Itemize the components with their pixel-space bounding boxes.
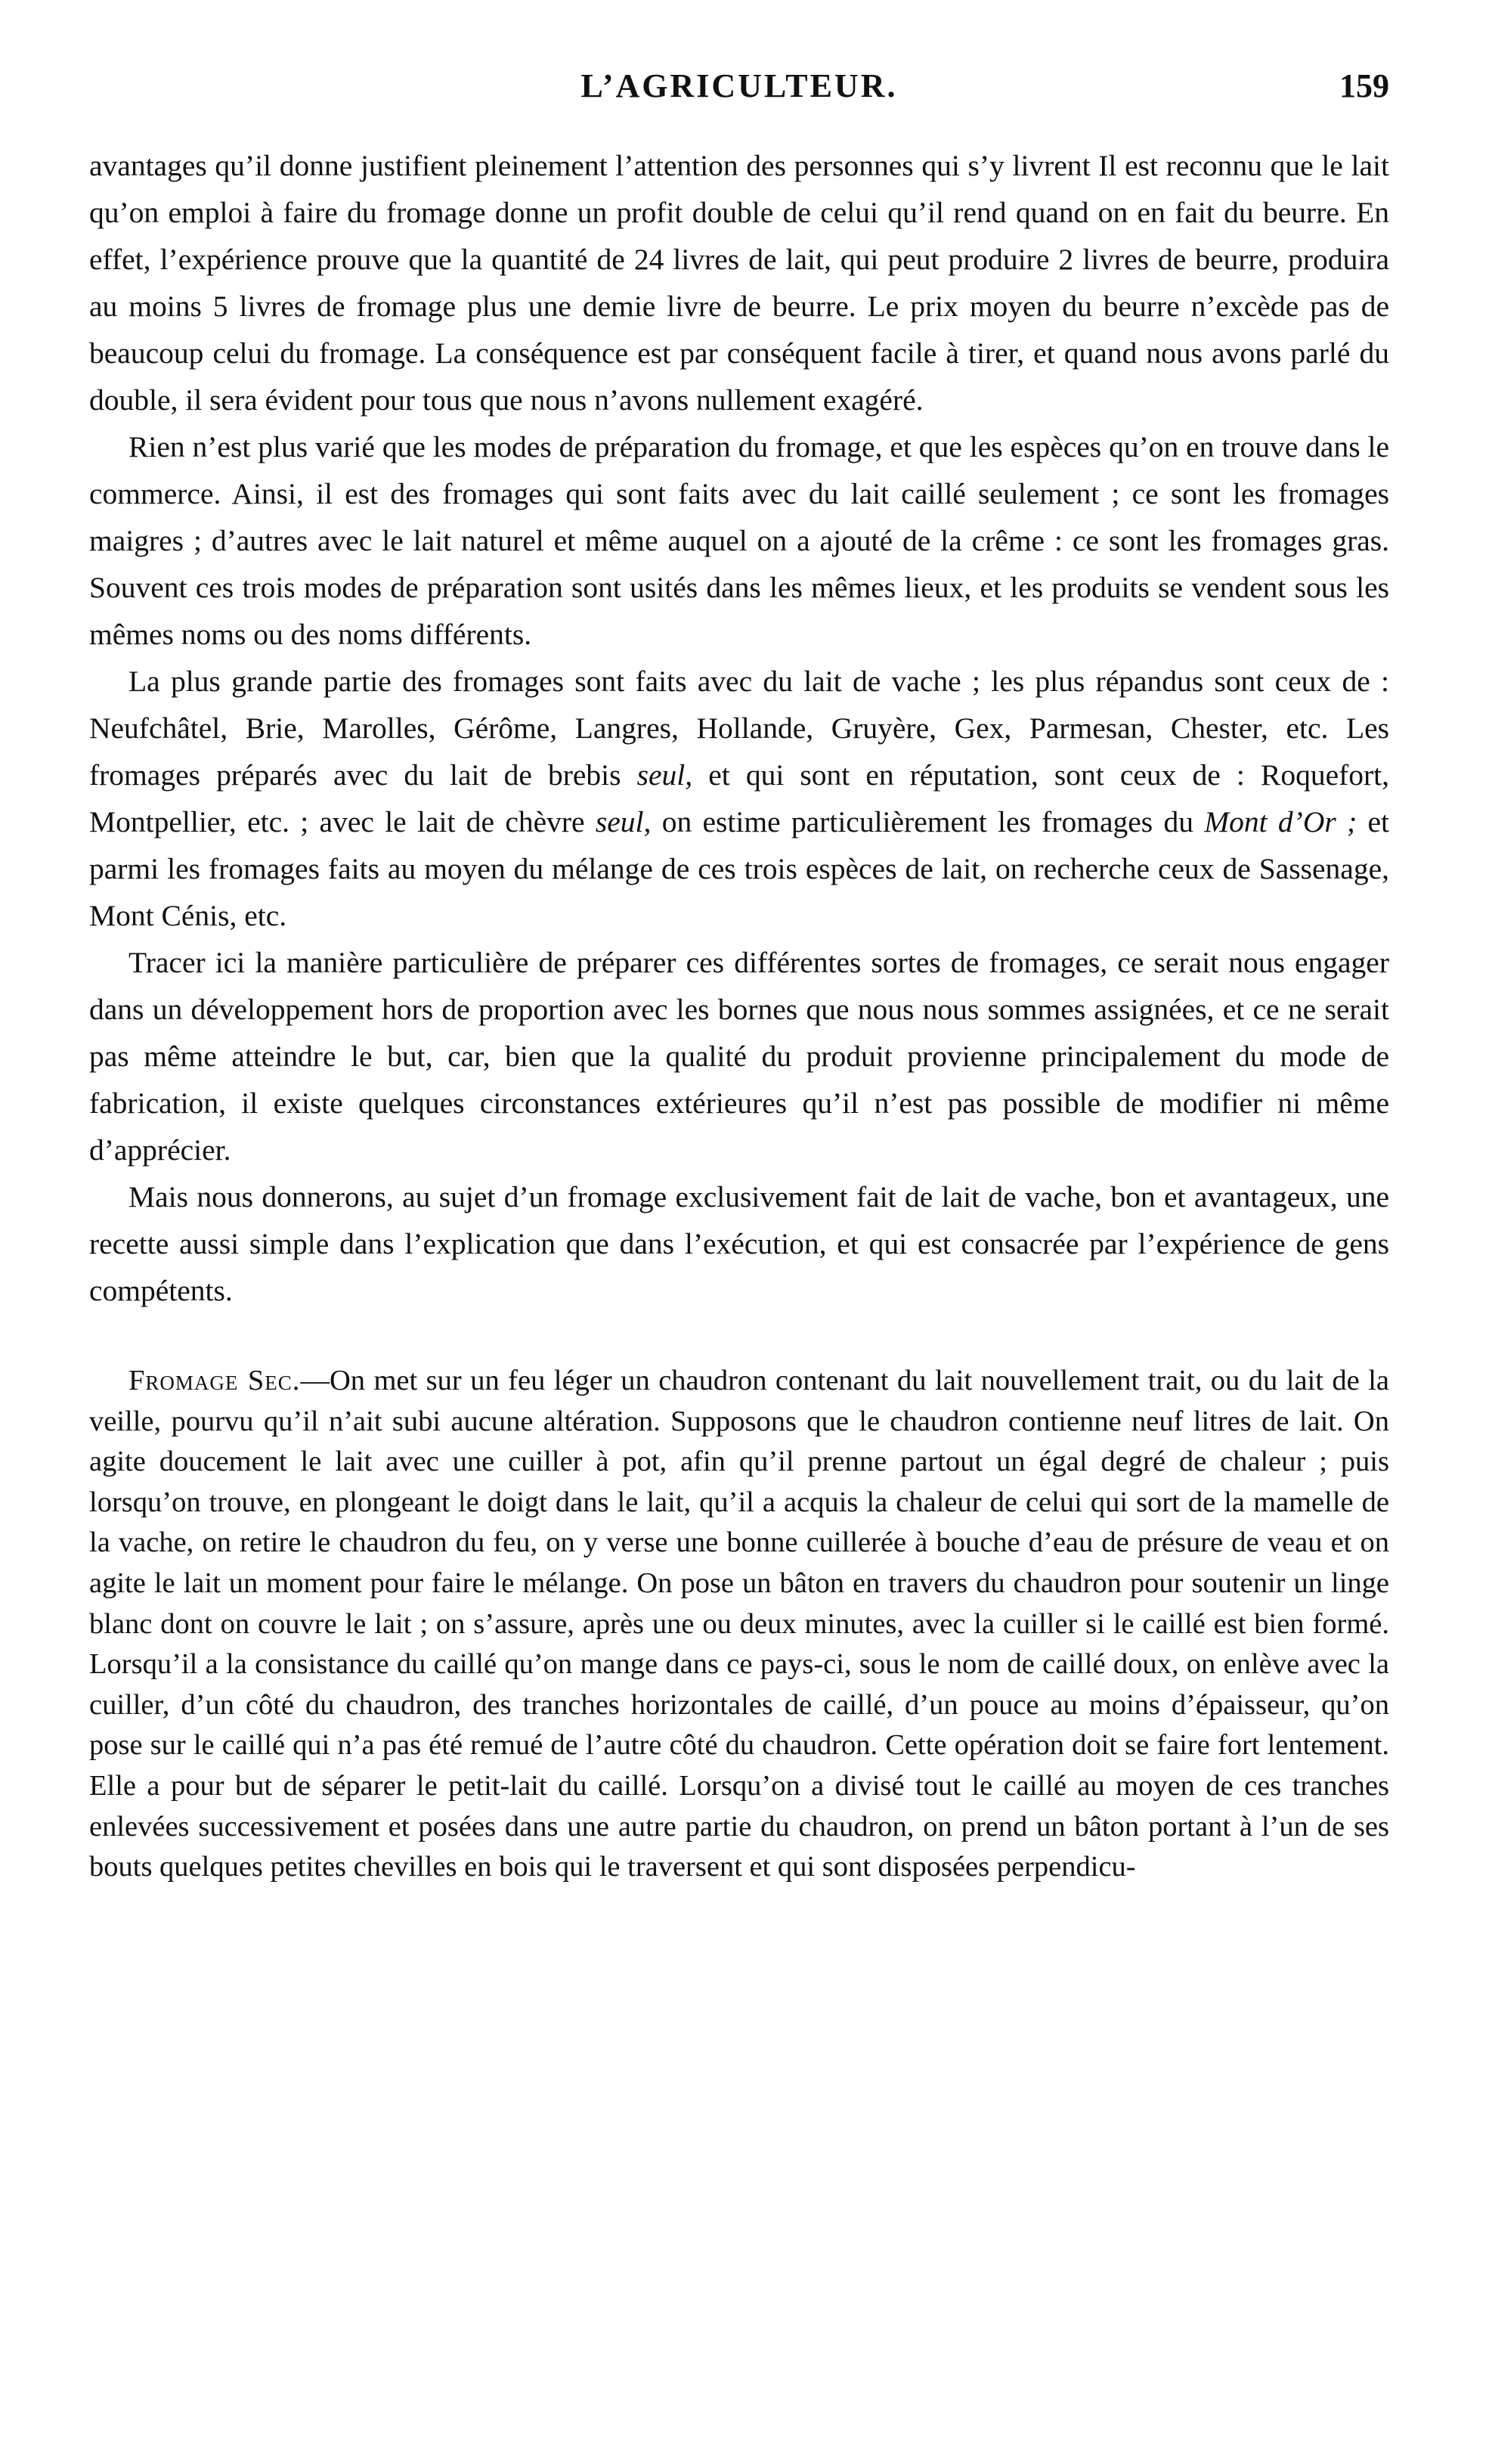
book-page xyxy=(89,67,1389,1888)
paragraph-cheese-varieties: Rien n’est plus varié que les modes de préparation du fromage, et que les espèces qu’on en trouve dans le commerce. Ainsi, il est des fromages qui sont faits avec du lait caillé seulement ; ce sont les fromages maigres ; d’autres avec le lait naturel et même auquel on a ajouté de la crême : ce sont les fromages gras. Souvent ces trois modes de préparation sont usités dans les mêmes lieux, et les produits se vendent sous les mêmes noms ou des noms différents. xyxy=(89,430,1389,651)
italic-place-name: Mont d’Or ; xyxy=(1204,805,1357,838)
section-fromage-sec xyxy=(89,1361,1389,1888)
running-title: L’AGRICULTEUR. xyxy=(580,67,898,104)
text-run: La plus grande partie des fromages sont faits avec du lait de vache ; les plus répandus sont ceux de : Neufchâtel, Brie, Marolles, Gérôme, Langres, Hollande, Gruyère, Gex, Parmesan, Chester, etc. Les fromages préparés avec du lait de brebis xyxy=(89,665,1389,792)
paragraph-method-note: Tracer ici la manière particulière de préparer ces différentes sortes de fromages, ce serait nous engager dans un développement hors de proportion avec les bornes que nous nous sommes assignées, et ce ne serait pas même atteindre le but, car, bien que la qualité du produit provienne principalement du mode de fabrication, il existe quelques circonstances extérieures qu’il n’est pas possible de modifier ni même d’apprécier. xyxy=(89,946,1389,1167)
italic-term: seul, xyxy=(595,805,652,838)
section-heading: Fromage Sec. xyxy=(128,1365,301,1396)
text-run: on estime particulièrement les fromages du xyxy=(651,805,1205,838)
paragraph-continuation: avantages qu’il donne justifient pleinement l’attention des personnes qui s’y livrent Il est reconnu que le lait qu’on emploi à faire du fromage donne un profit double de celui qu’il rend quand on en fait du beurre. En effet, l’expérience prouve que la quantité de 24 livres de lait, qui peut produire 2 livres de beurre, produira au moins 5 livres de fromage plus une demie livre de beurre. Le prix moyen du beurre n’excède pas de beaucoup celui du fromage. La conséquence est par conséquent facile à tirer, et quand nous avons parlé du double, il sera évident pour tous que nous n’avons nullement exagéré. xyxy=(89,149,1389,417)
page-header xyxy=(89,67,1389,135)
paragraph-recipe-intro: Mais nous donnerons, au sujet d’un fromage exclusivement fait de lait de vache, bon et avantageux, une recette aussi simple dans l’explication que dans l’exécution, et qui est consacrée par l’expérience de gens compétents. xyxy=(89,1180,1389,1307)
paragraph-cheese-types xyxy=(89,658,1389,939)
italic-term: seul, xyxy=(636,758,693,792)
text-run: et qui sont en réputation, sont ceux de : Roquefort, Montpellier, etc. ; avec le lait de chèvre xyxy=(89,758,1390,838)
page-number: 159 xyxy=(1339,67,1389,104)
text-run: et parmi les fromages faits au moyen du mélange de ces trois espèces de lait, on recherche ceux de Sassenage, Mont Cénis, etc. xyxy=(89,805,1389,932)
section-text: —On met sur un feu léger un chaudron contenant du lait nouvellement trait, ou du lait de la veille, pourvu qu’il n’ait subi aucune altération. Supposons que le chaudron contienne neuf litres de lait. On agite doucement le lait avec une cuiller à pot, afin qu’il prenne partout un égal degré de chaleur ; puis lorsqu’on trouve, en plongeant le doigt dans le lait, qu’il a acquis la chaleur de celui qui sort de la mamelle de la vache, on retire le chaudron du feu, on y verse une bonne cuillerée à bouche d’eau de présure de veau et on agite le lait un moment pour faire le mélange. On pose un bâton en travers du chaudron pour soutenir un linge blanc dont on couvre le lait ; on s’assure, après une ou deux minutes, avec la cuiller si le caillé est bien formé. Lorsqu’il a la consistance du caillé qu’on mange dans ce pays-ci, sous le nom de caillé doux, on enlève avec la cuiller, d’un côté du chaudron, des tranches horizontales de caillé, d’un pouce au moins d’épaisseur, qu’on pose sur le caillé qui n’a pas été remué de l’autre côté du chaudron. Cette opération doit se faire fort lentement. Elle a pour but de séparer le petit-lait du caillé. Lorsqu’on a divisé tout le caillé au moyen de ces tranches enlevées successivement et posées dans une autre partie du chaudron, on prend un bâton portant à l’un de ses bouts quelques petites chevilles en bois qui le traversent et qui sont disposées perpendicu- xyxy=(89,1365,1389,1883)
body-text xyxy=(89,142,1389,1888)
